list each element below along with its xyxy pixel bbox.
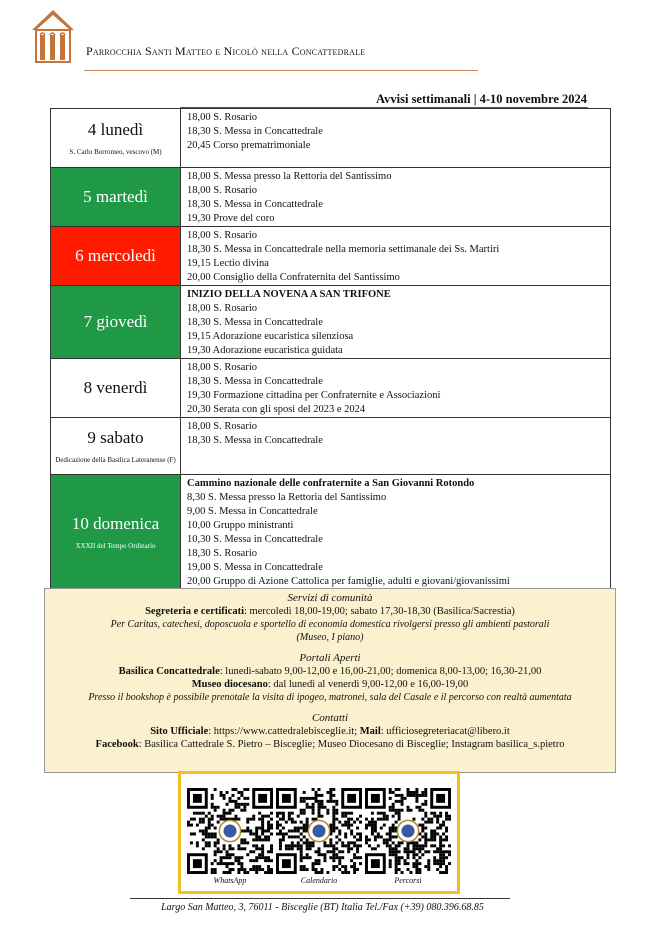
- event-line: Cammino nazionale delle confraternite a San Giovanni Rotondo: [187, 478, 475, 489]
- calendario-qr-code[interactable]: [276, 788, 362, 874]
- event-line: 18,00 S. Rosario: [187, 362, 258, 373]
- portali-title: Portali Aperti: [299, 652, 361, 664]
- segreteria-line: Segreteria e certificati: mercoledì 18,00-19,00; sabato 17,30-18,30 (Basilica/Sacrestia): [145, 606, 515, 617]
- event-line: 18,00 S. Messa presso la Rettoria del Santissimo: [187, 171, 392, 182]
- day-name: 6 mercoledì: [75, 246, 156, 265]
- event-line: INIZIO DELLA NOVENA A SAN TRIFONE: [187, 289, 391, 300]
- event-line: 20,00 Consiglio della Confraternita del Santissimo: [187, 272, 400, 283]
- event-line: 18,30 S. Messa in Concattedrale: [187, 317, 323, 328]
- events-cell: [181, 475, 611, 590]
- event-line: 18,30 S. Messa in Concattedrale: [187, 199, 323, 210]
- caritas-location: (Museo, I piano): [296, 632, 364, 643]
- bookshop-line: Presso il bookshop è possibile prenotale la visita di ipogeo, matronei, sala del Casale e il percorso con realtà aumentata: [88, 692, 572, 703]
- event-line: 18,30 S. Messa in Concattedrale: [187, 435, 323, 446]
- event-line: 9,00 S. Messa in Concattedrale: [187, 506, 318, 517]
- day-cell: [51, 475, 181, 590]
- event-line: 10,00 Gruppo ministranti: [187, 520, 294, 531]
- day-cell: [51, 109, 181, 168]
- day-name: 7 giovedì: [83, 312, 148, 331]
- caritas-line: Per Caritas, catechesi, doposcuola e sportello di economia domestica rivolgersi presso gli ambienti pastorali: [110, 619, 550, 630]
- day-cell: [51, 168, 181, 227]
- percorsi-qr-label: Percorsi: [394, 876, 422, 885]
- info-panel: [44, 588, 616, 773]
- event-line: 18,00 S. Rosario: [187, 421, 258, 432]
- event-line: 19,30 Adorazione eucaristica guidata: [187, 345, 343, 356]
- day-name: 5 martedì: [83, 187, 148, 206]
- event-line: 18,30 S. Messa in Concattedrale: [187, 376, 323, 387]
- basilica-hours: Basilica Concattedrale: lunedì-sabato 9,00-12,00 e 16,00-21,00; domenica 8,00-13,00; 16,30-21,00: [118, 666, 542, 677]
- day-name: 10 domenica: [71, 514, 160, 533]
- qr-codes-box: [178, 771, 460, 894]
- weekly-title: Avvisi settimanali | 4-10 novembre 2024: [376, 92, 587, 106]
- day-row: [51, 168, 611, 227]
- event-line: 18,00 S. Rosario: [187, 230, 258, 241]
- day-row: [51, 418, 611, 475]
- header-divider: [84, 70, 478, 71]
- contatti-title: Contatti: [311, 712, 349, 724]
- day-liturgical-note: S. Carlo Borromeo, vescovo (M): [69, 148, 162, 156]
- events-cell: [181, 286, 611, 359]
- event-line: 18,00 S. Rosario: [187, 112, 258, 123]
- event-line: 19,15 Lectio divina: [187, 258, 269, 269]
- event-line: 20,45 Corso prematrimoniale: [187, 140, 311, 151]
- day-name: 4 lunedì: [87, 120, 144, 139]
- events-cell: [181, 418, 611, 475]
- events-cell: [181, 359, 611, 418]
- day-cell: [51, 227, 181, 286]
- day-name: 8 venerdì: [83, 378, 148, 397]
- event-line: 18,30 S. Messa in Concattedrale nella memoria settimanale dei Ss. Martiri: [187, 244, 500, 255]
- percorsi-qr-code[interactable]: [365, 788, 451, 874]
- event-line: 19,30 Prove del coro: [187, 213, 275, 224]
- event-line: 20,30 Serata con gli sposi del 2023 e 2024: [187, 404, 366, 415]
- day-row: [51, 227, 611, 286]
- day-name: 9 sabato: [87, 428, 144, 447]
- facebook-line: Facebook: Basilica Cattedrale S. Pietro – Bisceglie; Museo Diocesano di Bisceglie; Instagram basilica_s.pietro: [95, 739, 565, 750]
- day-row: [51, 475, 611, 590]
- event-line: 18,00 S. Rosario: [187, 303, 258, 314]
- footer-divider: [130, 898, 510, 899]
- event-line: 10,30 S. Messa in Concattedrale: [187, 534, 323, 545]
- parish-logo: [30, 8, 76, 64]
- servizi-title: Servizi di comunità: [287, 592, 373, 604]
- day-row: [51, 286, 611, 359]
- events-cell: [181, 168, 611, 227]
- whatsapp-qr-code[interactable]: [187, 788, 273, 874]
- event-line: 8,30 S. Messa presso la Rettoria del Santissimo: [187, 492, 387, 503]
- calendario-qr-label: Calendario: [300, 876, 338, 885]
- event-line: 20,00 Gruppo di Azione Cattolica per famiglie, adulti e giovani/giovanissimi: [187, 576, 510, 587]
- event-line: 18,30 S. Messa in Concattedrale: [187, 126, 323, 137]
- whatsapp-qr-label: WhatsApp: [213, 876, 247, 885]
- day-cell: [51, 286, 181, 359]
- event-line: 19,30 Formazione cittadina per Confraternite e Associazioni: [187, 390, 441, 401]
- event-line: 19,00 S. Messa in Concattedrale: [187, 562, 323, 573]
- day-cell: [51, 418, 181, 475]
- sito-line: Sito Ufficiale: https://www.cattedralebisceglie.it; Mail: ufficiosegreteriacat@libero.it: [150, 726, 510, 737]
- footer-address: Largo San Matteo, 3, 76011 - Bisceglie (BT) Italia Tel./Fax (+39) 080.396.68.85: [161, 902, 484, 913]
- day-liturgical-note: Dedicazione della Basilica Lateranense (F): [55, 456, 176, 464]
- day-row: [51, 109, 611, 168]
- event-line: 19,15 Adorazione eucaristica silenziosa: [187, 331, 354, 342]
- day-row: [51, 359, 611, 418]
- events-cell: [181, 227, 611, 286]
- event-line: 18,00 S. Rosario: [187, 185, 258, 196]
- events-cell: [181, 109, 611, 168]
- day-cell: [51, 359, 181, 418]
- parish-name: Parrocchia Santi Matteo e Nicolò nella Concattedrale: [86, 44, 366, 58]
- schedule-table: [50, 108, 611, 590]
- day-liturgical-note: XXXII del Tempo Ordinario: [75, 542, 156, 550]
- museo-hours: Museo diocesano: dal lunedì al venerdì 9,00-12,00 e 16,00-19,00: [191, 679, 469, 690]
- event-line: 18,30 S. Rosario: [187, 548, 258, 559]
